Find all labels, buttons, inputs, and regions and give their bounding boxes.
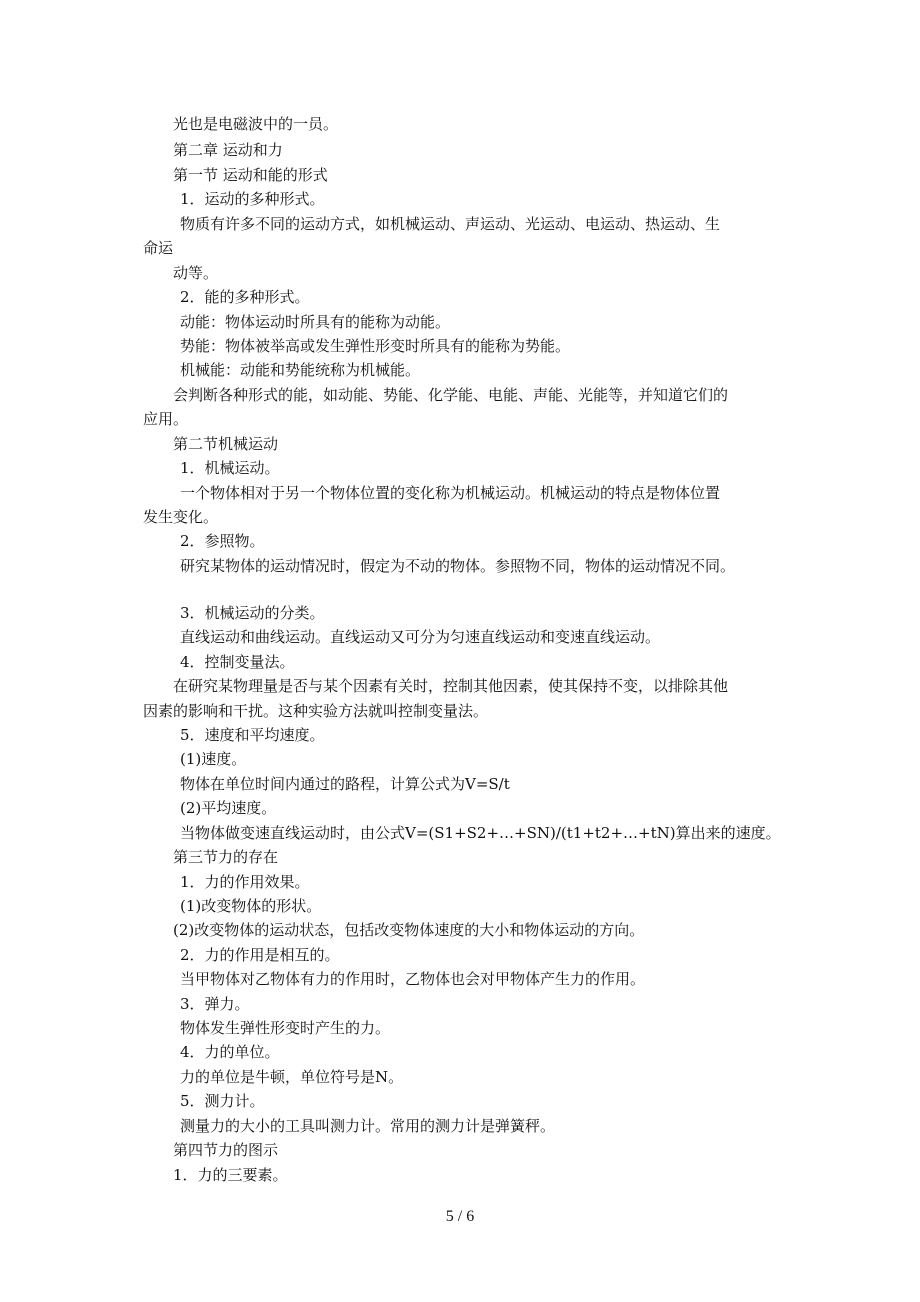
text-line: 力的单位是牛顿，单位符号是N。 bbox=[180, 1068, 404, 1086]
numbered-item: 5．测力计。 bbox=[180, 1092, 265, 1110]
text-line: 物体在单位时间内通过的路程，计算公式为V=S/t bbox=[180, 775, 510, 793]
sub-item: (1)改变物体的形状。 bbox=[180, 897, 322, 915]
numbered-item: 2．能的多种形式。 bbox=[180, 288, 310, 306]
text-line: 物体发生弹性形变时产生的力。 bbox=[180, 1019, 391, 1037]
text-line: 研究某物体的运动情况时，假定为不动的物体。参照物不同，物体的运动情况不同。 bbox=[180, 557, 736, 575]
numbered-item: 4．控制变量法。 bbox=[180, 653, 295, 671]
text-line: 在研究某物理量是否与某个因素有关时，控制其他因素，使其保持不变，以排除其他 bbox=[173, 677, 729, 695]
section-heading: 第一节 运动和能的形式 bbox=[173, 166, 328, 184]
sub-item: (2)改变物体的运动状态，包括改变物体速度的大小和物体运动的方向。 bbox=[173, 921, 645, 939]
text-line: 当物体做变速直线运动时，由公式V=(S1+S2+…+SN)/(t1+t2+…+tN)算出来的速度。 bbox=[180, 824, 781, 842]
text-line: 应用。 bbox=[143, 410, 189, 428]
text-line: 物质有许多不同的运动方式，如机械运动、声运动、光运动、电运动、热运动、生 bbox=[180, 215, 721, 233]
text-line: 发生变化。 bbox=[143, 508, 219, 526]
text-line: 因素的影响和干扰。这种实验方法就叫控制变量法。 bbox=[143, 702, 489, 720]
text-line: 一个物体相对于另一个物体位置的变化称为机械运动。机械运动的特点是物体位置 bbox=[180, 484, 721, 502]
numbered-item: 2．参照物。 bbox=[180, 532, 265, 550]
sub-item: (1)速度。 bbox=[180, 750, 247, 768]
text-line: 光也是电磁波中的一员。 bbox=[173, 115, 339, 133]
text-line: 当甲物体对乙物体有力的作用时，乙物体也会对甲物体产生力的作用。 bbox=[180, 970, 646, 988]
numbered-item: 1．机械运动。 bbox=[180, 459, 280, 477]
text-line: 直线运动和曲线运动。直线运动又可分为匀速直线运动和变速直线运动。 bbox=[180, 628, 661, 646]
numbered-item: 3．弹力。 bbox=[180, 995, 250, 1013]
text-line: 动等。 bbox=[173, 264, 219, 282]
chapter-heading: 第二章 运动和力 bbox=[173, 141, 283, 159]
text-line: 测量力的大小的工具叫测力计。常用的测力计是弹簧秤。 bbox=[180, 1117, 556, 1135]
sub-item: (2)平均速度。 bbox=[180, 799, 277, 817]
numbered-item: 1．运动的多种形式。 bbox=[180, 190, 325, 208]
text-line: 势能：物体被举高或发生弹性形变时所具有的能称为势能。 bbox=[180, 337, 571, 355]
text-line: 会判断各种形式的能，如动能、势能、化学能、电能、声能、光能等，并知道它们的 bbox=[173, 386, 729, 404]
section-heading: 第二节机械运动 bbox=[173, 435, 279, 453]
page-number: 5 / 6 bbox=[445, 1208, 475, 1225]
text-line: 机械能：动能和势能统称为机械能。 bbox=[180, 361, 421, 379]
numbered-item: 5．速度和平均速度。 bbox=[180, 726, 325, 744]
numbered-item: 1．力的三要素。 bbox=[173, 1166, 288, 1184]
numbered-item: 1．力的作用效果。 bbox=[180, 873, 310, 891]
section-heading: 第三节力的存在 bbox=[173, 848, 279, 866]
numbered-item: 4．力的单位。 bbox=[180, 1043, 280, 1061]
text-line: 动能：物体运动时所具有的能称为动能。 bbox=[180, 313, 451, 331]
numbered-item: 3．机械运动的分类。 bbox=[180, 604, 325, 622]
text-line: 命运 bbox=[143, 239, 174, 257]
section-heading: 第四节力的图示 bbox=[173, 1141, 279, 1159]
numbered-item: 2．力的作用是相互的。 bbox=[180, 946, 340, 964]
